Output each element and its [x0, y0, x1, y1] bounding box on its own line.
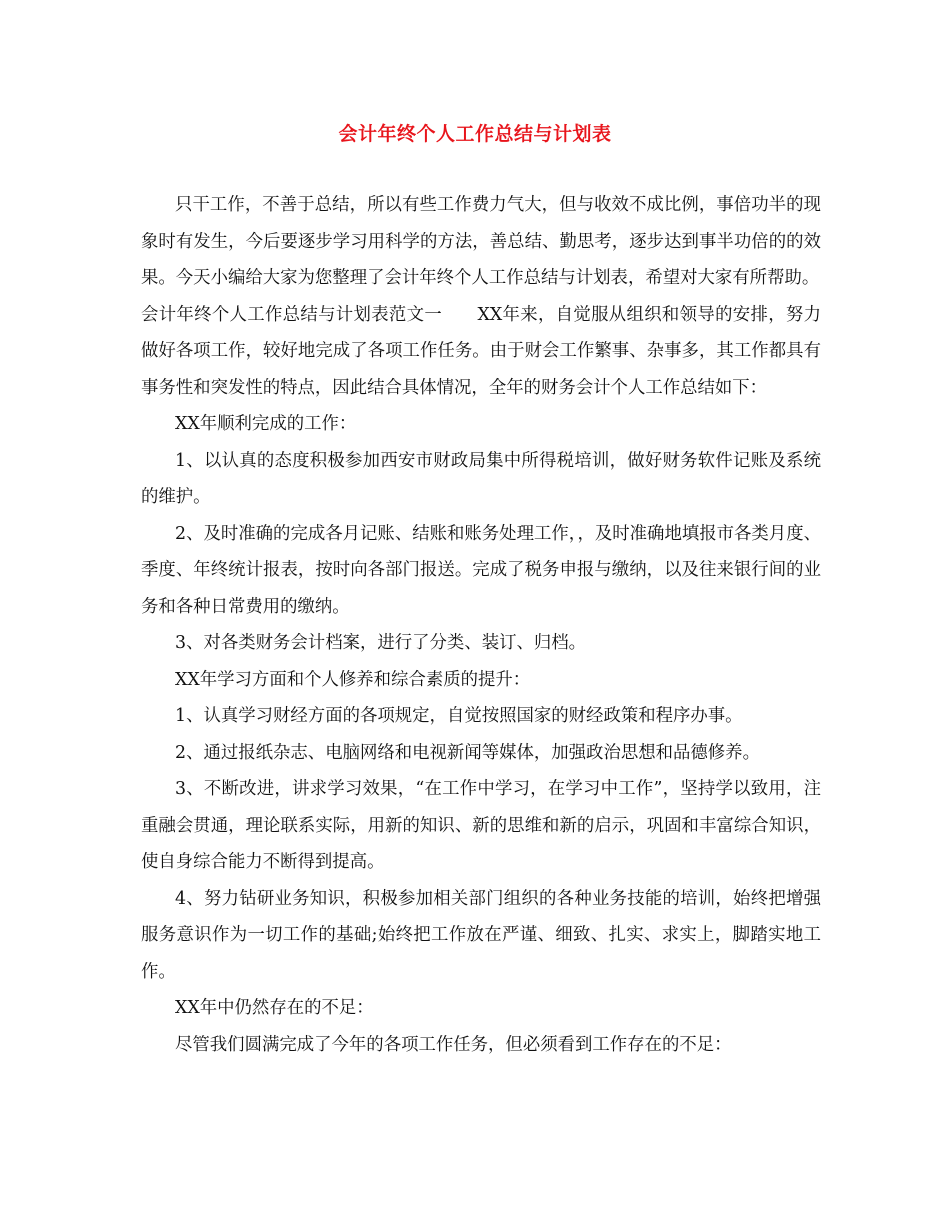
- shortcomings-intro: 尽管我们圆满完成了今年的各项工作任务，但必须看到工作存在的不足：: [175, 1034, 732, 1055]
- section-heading-completed-work: XX年顺利完成的工作：: [175, 414, 357, 434]
- section-heading-shortcomings: XX年中仍然存在的不足：: [175, 998, 374, 1018]
- learning-item-2: 2、通过报纸杂志、电脑网络和电视新闻等媒体，加强政治思想和品德修养。: [175, 742, 760, 763]
- learning-item-3: 3、不断改进，讲求学习效果，“在工作中学习，在学习中工作”，坚持学以致用，注重融会贯通，理论联系实际，用新的知识、新的思维和新的启示，巩固和丰富综合知识，使自身综合能力不断得到提高。: [141, 779, 821, 872]
- completed-item-3: 3、对各类财务会计档案，进行了分类、装订、归档。: [175, 633, 587, 653]
- document-body: [141, 187, 821, 1063]
- intro-paragraph: 只干工作，不善于总结，所以有些工作费力气大，但与收效不成比例，事倍功半的现象时有发生，今后要逐步学习用科学的方法，善总结、勤思考，逐步达到事半功倍的的效果。今天小编给大家为您整理了会计年终个人工作总结与计划表，希望对大家有所帮助。: [141, 195, 821, 288]
- sample-one-paragraph: 会计年终个人工作总结与计划表范文一 XX年来，自觉服从组织和领导的安排，努力做好各项工作，较好地完成了各项工作任务。由于财会工作繁事、杂事多，其工作都具有事务性和突发性的特点，因此结合具体情况，全年的财务会计个人工作总结如下：: [141, 304, 821, 398]
- learning-item-4: 4、努力钻研业务知识，积极参加相关部门组织的各种业务技能的培训，始终把增强服务意识作为一切工作的基础;始终把工作放在严谨、细致、扎实、求实上，脚踏实地工作。: [141, 888, 821, 982]
- learning-item-1: 1、认真学习财经方面的各项规定，自觉按照国家的财经政策和程序办事。: [175, 706, 743, 726]
- section-heading-learning: XX年学习方面和个人修养和综合素质的提升：: [175, 669, 531, 690]
- document-title: 会计年终个人工作总结与计划表: [338, 123, 612, 145]
- completed-item-1: 1、以认真的态度积极参加西安市财政局集中所得税培训，做好财务软件记账及系统的维护。: [141, 450, 821, 507]
- completed-item-2: 2、及时准确的完成各月记账、结账和账务处理工作，，及时准确地填报市各类月度、季度、年终统计报表，按时向各部门报送。完成了税务申报与缴纳，以及往来银行间的业务和各种日常费用的缴纳。: [141, 523, 821, 617]
